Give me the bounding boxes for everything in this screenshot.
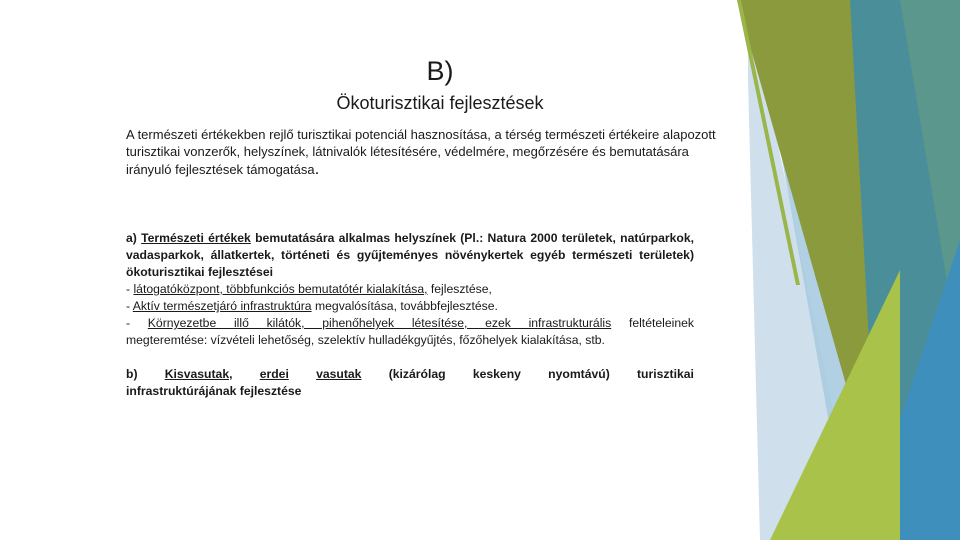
list-item xyxy=(126,298,694,315)
intro-text: A természeti értékekben rejlő turisztikai potenciál hasznosítása, a térség természeti értékeire alapozott turisztikai vonzerők, helyszínek, látnivalók létesítésére, védelmére, megőrzésére és bemutatására irányuló fejlesztések támogatása xyxy=(126,127,716,177)
list-dash: - xyxy=(126,282,131,296)
link-latogatokozpont[interactable]: látogatóközpont, többfunkciós bemutatótér kialakítása, xyxy=(133,282,428,296)
section-a-heading-text: bemutatására alkalmas helyszínek (Pl.: Natura 2000 területek, natúrparkok, vadasparkok, állatkertek, történeti és gyűjteményes növénykertek egyéb természeti területek) ökoturisztikai fejlesztései xyxy=(126,231,694,279)
list-item xyxy=(126,281,694,298)
intro-end: . xyxy=(314,159,320,178)
list-item-text: feltételeinek megteremtése: vízvételi lehetőség, szelektív hulladékgyűjtés, főzőhelyek kialakítása, stb. xyxy=(126,316,694,347)
list-dash: - xyxy=(126,299,131,313)
section-b-word: (kizárólag xyxy=(388,367,446,381)
section-b xyxy=(126,366,694,400)
section-b-word: turisztikai xyxy=(637,367,694,381)
section-a-prefix: a) xyxy=(126,231,137,245)
link-kornyezetbe-illo-kilatok[interactable]: Környezetbe illő kilátók, pihenőhelyek létesítése, ezek infrastrukturális xyxy=(147,316,612,330)
link-erdei[interactable]: erdei xyxy=(259,367,289,381)
section-b-line-2: infrastruktúrájának fejlesztése xyxy=(126,384,302,398)
page-title: Ökoturisztikai fejlesztések xyxy=(336,93,544,113)
section-a-heading xyxy=(126,230,694,281)
section-b-line-1 xyxy=(126,366,694,383)
list-item-text: megvalósítása, továbbfejlesztése. xyxy=(314,299,498,313)
section-a xyxy=(126,230,694,349)
list-item xyxy=(126,315,694,349)
section-letter: B) xyxy=(426,56,454,86)
link-aktiv-termeszetjaro[interactable]: Aktív természetjáró infrastruktúra xyxy=(132,299,312,313)
link-kisvasutak[interactable]: Kisvasutak, xyxy=(164,367,233,381)
link-vasutak[interactable]: vasutak xyxy=(316,367,362,381)
link-termeszeti-ertekek[interactable]: Természeti értékek xyxy=(141,231,251,245)
list-dash: - xyxy=(126,316,131,330)
intro-paragraph xyxy=(126,126,716,178)
section-b-prefix: b) xyxy=(126,367,138,381)
section-b-word: nyomtávú) xyxy=(548,367,610,381)
list-item-text: fejlesztése, xyxy=(430,282,492,296)
section-b-word: keskeny xyxy=(472,367,521,381)
